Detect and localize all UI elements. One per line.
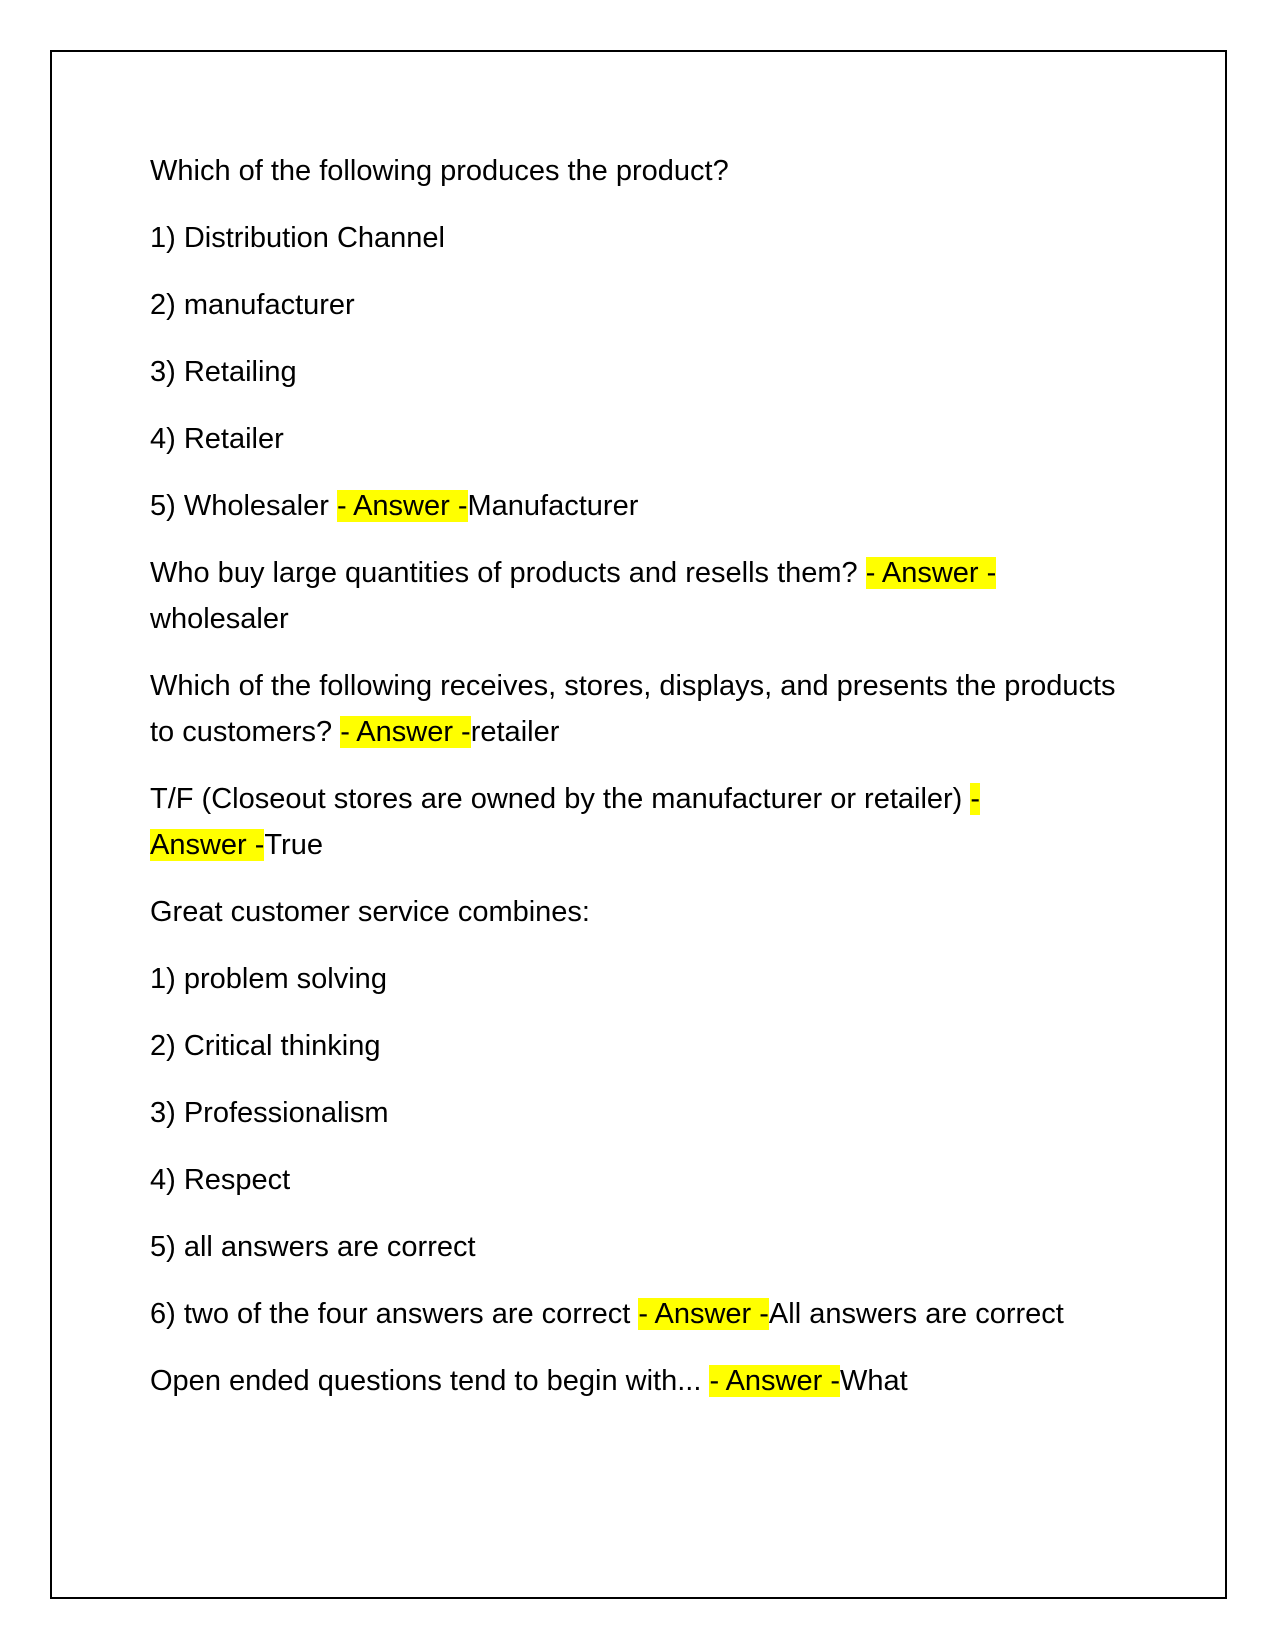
q5-option-4: 4) Respect: [150, 1164, 291, 1196]
answer-marker-end: Answer -: [150, 829, 265, 861]
question-2: [150, 550, 1130, 642]
q1-option-5-with-answer: [150, 483, 1130, 529]
question-5: Great customer service combines:: [150, 896, 590, 928]
q1-option-1: 1) Distribution Channel: [150, 222, 445, 254]
q1-option-2: 2) manufacturer: [150, 289, 355, 321]
q5-answer: All answers are correct: [768, 1298, 1064, 1330]
q2-answer: wholesaler: [150, 603, 289, 635]
q6-text: Open ended questions tend to begin with...: [150, 1365, 710, 1397]
q1-option-5: 5) Wholesaler: [150, 490, 337, 522]
q3-answer: retailer: [470, 716, 560, 748]
question-1: Which of the following produces the product?: [150, 155, 729, 187]
document-body: [150, 148, 1130, 1425]
q6-answer: What: [840, 1365, 908, 1397]
answer-marker: - Answer -: [709, 1365, 840, 1397]
q5-option-2: 2) Critical thinking: [150, 1030, 381, 1062]
answer-marker: - Answer -: [638, 1298, 769, 1330]
question-3: [150, 663, 1130, 755]
q4-answer: True: [264, 829, 323, 861]
q3-text: Which of the following receives, stores, displays, and presents the products to customers?: [150, 670, 1116, 748]
q1-answer: Manufacturer: [467, 490, 639, 522]
question-6: [150, 1358, 1130, 1404]
q5-option-3: 3) Professionalism: [150, 1097, 389, 1129]
q5-option-5: 5) all answers are correct: [150, 1231, 476, 1263]
q1-option-3: 3) Retailing: [150, 356, 297, 388]
answer-marker: - Answer -: [336, 490, 468, 522]
q4-text: T/F (Closeout stores are owned by the manufacturer or retailer): [150, 783, 971, 815]
answer-marker: - Answer -: [865, 557, 997, 589]
q5-option-6-with-answer: [150, 1291, 1130, 1337]
answer-marker: - Answer -: [340, 716, 471, 748]
q2-text: Who buy large quantities of products and resells them?: [150, 557, 866, 589]
question-4: [150, 776, 1130, 868]
q1-option-4: 4) Retailer: [150, 423, 284, 455]
answer-marker-start: -: [970, 783, 981, 815]
q5-option-6: 6) two of the four answers are correct: [150, 1298, 639, 1330]
q5-option-1: 1) problem solving: [150, 963, 387, 995]
